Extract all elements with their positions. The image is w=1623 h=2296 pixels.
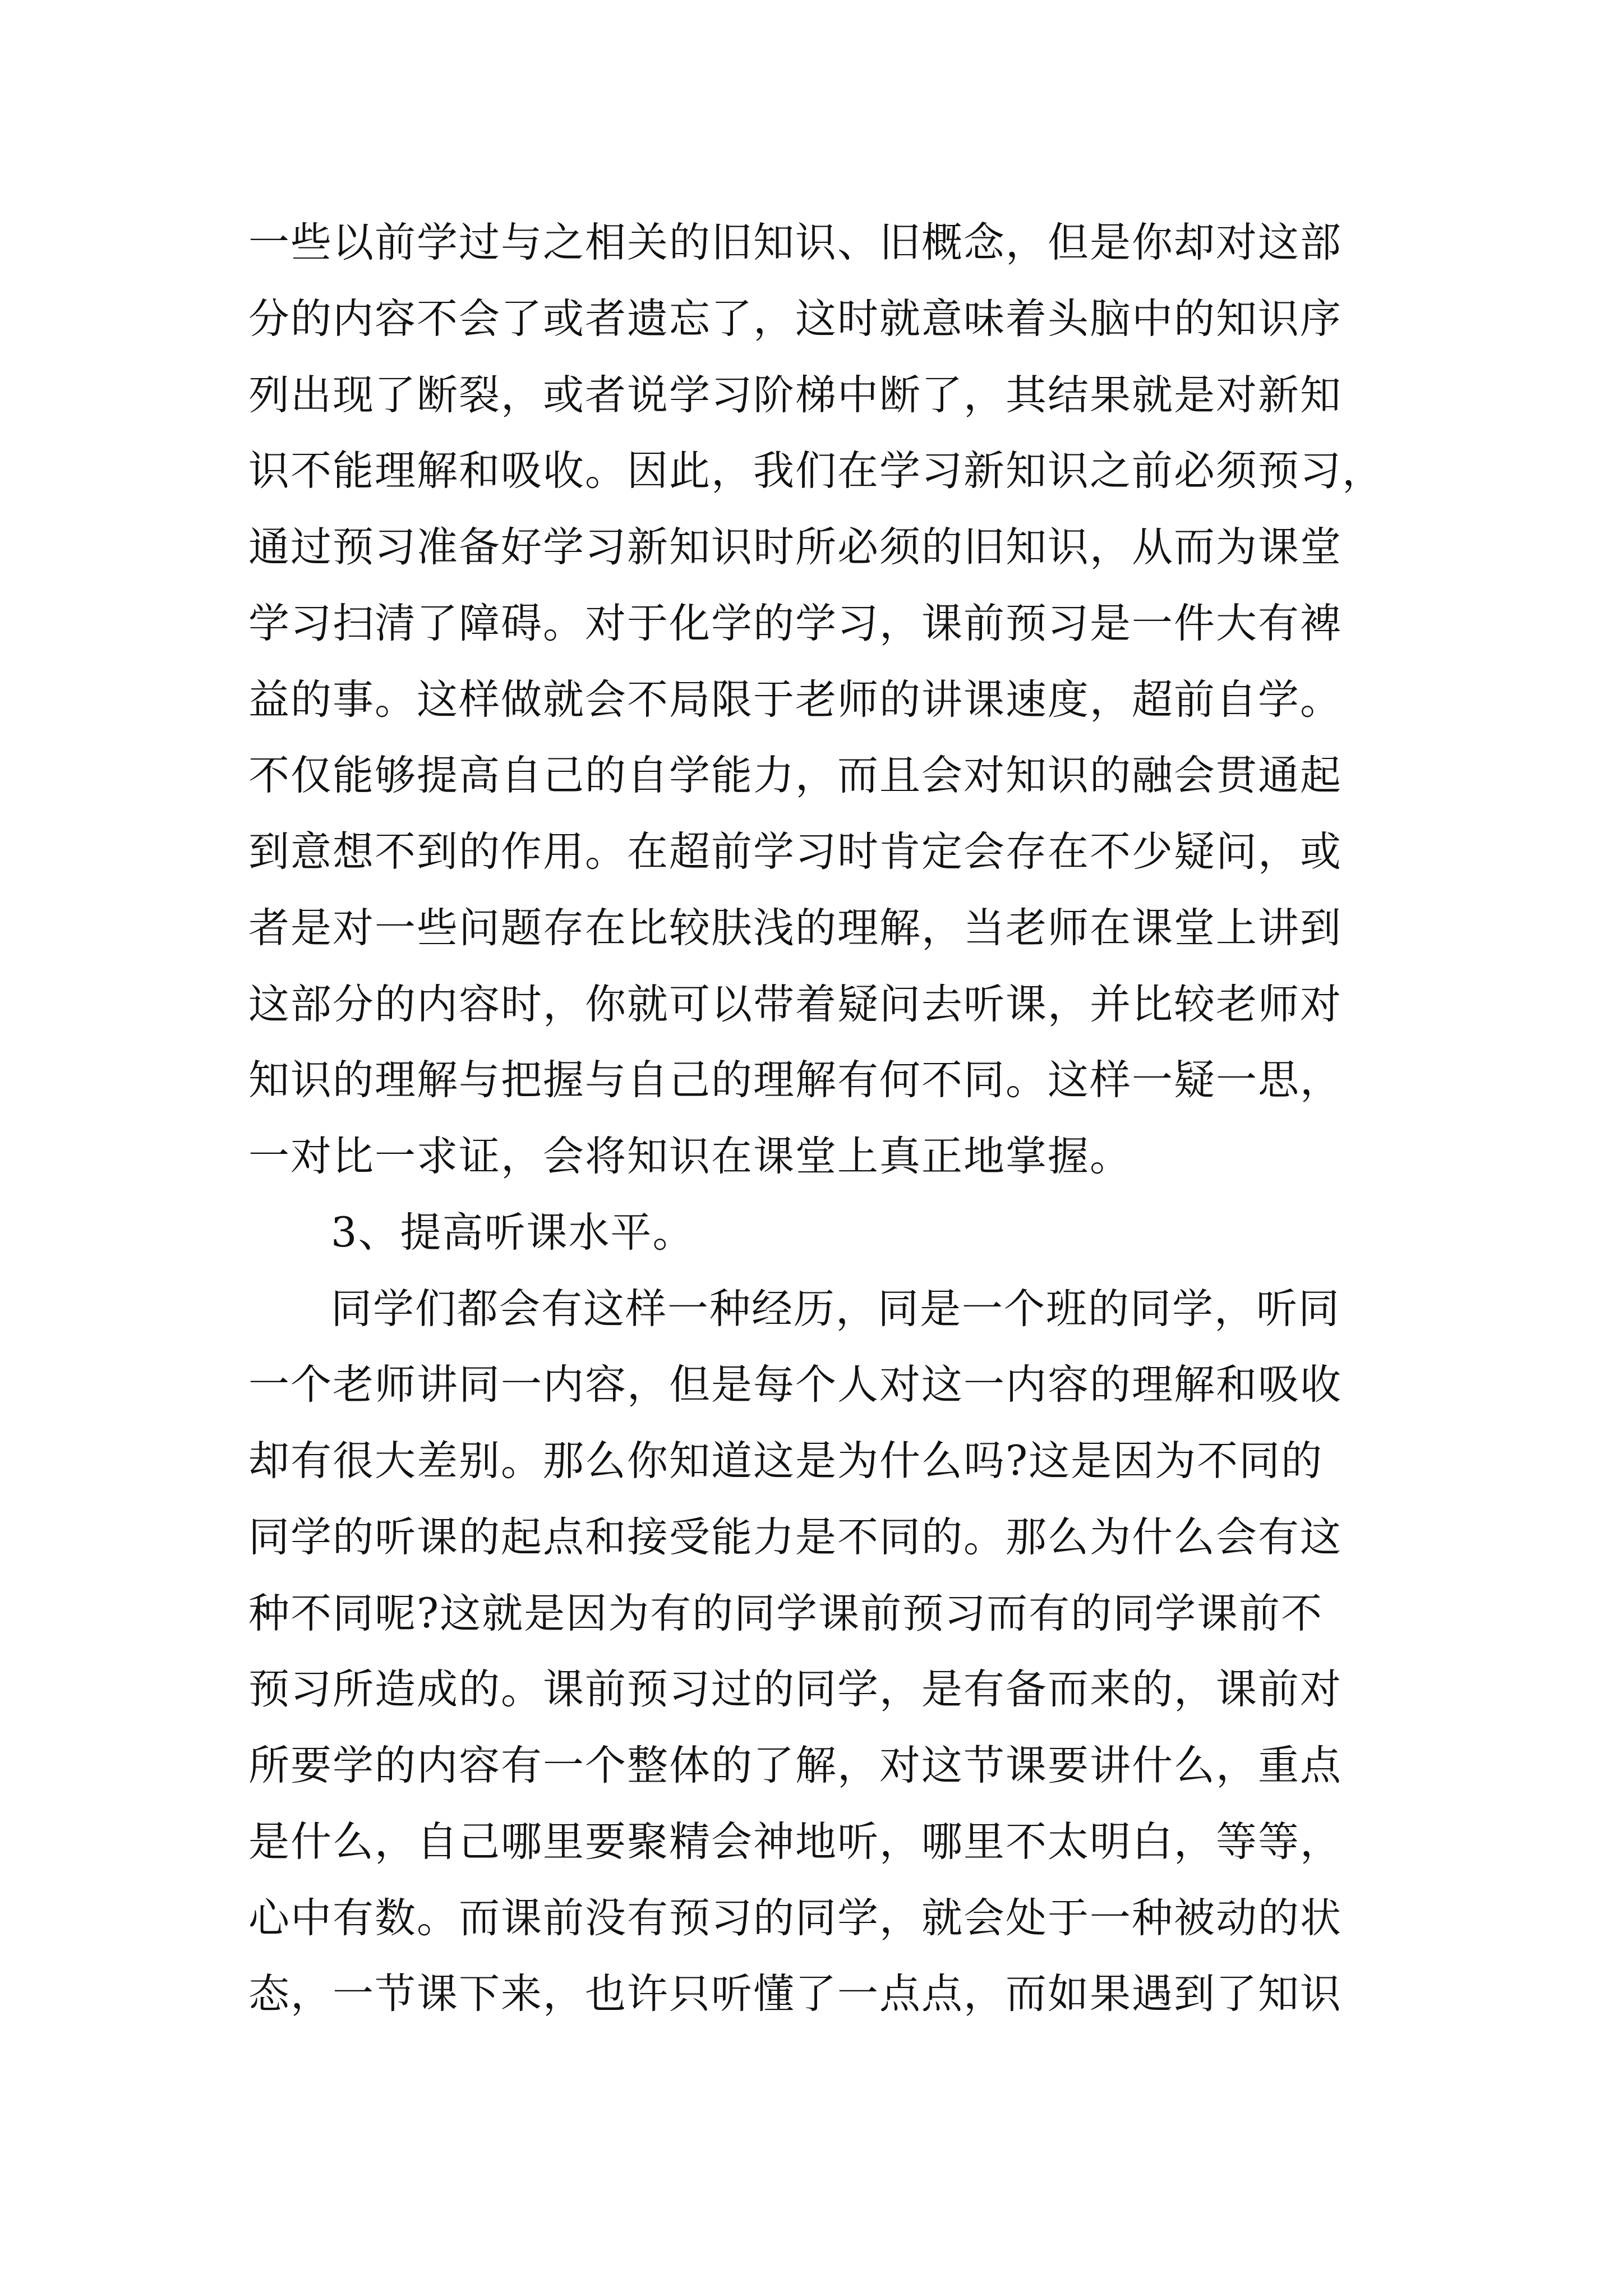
text-line: 识不能理解和吸收。因此，我们在学习新知识之前必须预习， <box>248 447 1384 495</box>
text-line: 心中有数。而课前没有预习的同学，就会处于一种被动的状 <box>248 1894 1342 1942</box>
text-line: 却有很大差别。那么你知道这是为什么吗?这是因为不同的 <box>248 1437 1324 1485</box>
text-line: 一些以前学过与之相关的旧知识、旧概念，但是你却对这部 <box>248 219 1342 266</box>
text-line: 是什么，自己哪里要聚精会神地听，哪里不太明白，等等， <box>248 1818 1342 1866</box>
section-heading: 3、提高听课水平。 <box>331 1209 695 1257</box>
text-line: 者是对一些问题存在比较肤浅的理解，当老师在课堂上讲到 <box>248 904 1342 952</box>
text-line: 一对比一求证，会将知识在课堂上真正地掌握。 <box>248 1133 1132 1180</box>
text-line: 通过预习准备好学习新知识时所必须的旧知识，从而为课堂 <box>248 523 1342 571</box>
text-line: 一个老师讲同一内容，但是每个人对这一内容的理解和吸收 <box>248 1361 1342 1409</box>
text-line: 同学们都会有这样一种经历，同是一个班的同学，听同 <box>331 1285 1340 1333</box>
text-line: 同学的听课的起点和接受能力是不同的。那么为什么会有这 <box>248 1513 1342 1561</box>
text-line: 学习扫清了障碍。对于化学的学习，课前预习是一件大有裨 <box>248 600 1342 647</box>
text-line: 所要学的内容有一个整体的了解，对这节课要讲什么，重点 <box>248 1742 1342 1789</box>
text-line: 这部分的内容时，你就可以带着疑问去听课，并比较老师对 <box>248 981 1342 1028</box>
text-line: 益的事。这样做就会不局限于老师的讲课速度，超前自学。 <box>248 676 1342 724</box>
text-line: 知识的理解与把握与自己的理解有何不同。这样一疑一思， <box>248 1056 1342 1104</box>
text-line: 分的内容不会了或者遗忘了，这时就意味着头脑中的知识序 <box>248 295 1342 343</box>
text-line: 预习所造成的。课前预习过的同学，是有备而来的，课前对 <box>248 1665 1342 1713</box>
text-line: 种不同呢?这就是因为有的同学课前预习而有的同学课前不 <box>248 1590 1324 1637</box>
text-line: 到意想不到的作用。在超前学习时肯定会存在不少疑问，或 <box>248 828 1342 876</box>
text-line: 不仅能够提高自己的自学能力，而且会对知识的融会贯通起 <box>248 752 1342 799</box>
text-line: 列出现了断裂，或者说学习阶梯中断了，其结果就是对新知 <box>248 371 1342 419</box>
text-line: 态，一节课下来，也许只听懂了一点点，而如果遇到了知识 <box>248 1970 1342 2018</box>
